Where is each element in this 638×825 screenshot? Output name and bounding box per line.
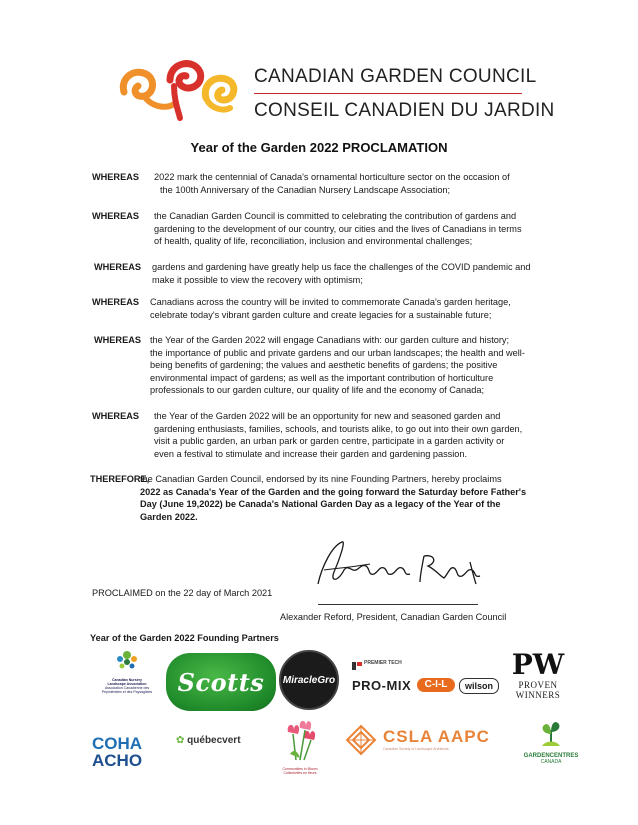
- gc-text: CANADA: [540, 759, 562, 765]
- clause-line: celebrate today's vibrant garden culture and create legacies for a sustainable future;: [150, 309, 492, 320]
- clause-line: the Year of the Garden 2022 will be an opportunity for new and seasoned garden and: [154, 411, 501, 421]
- cnla-logo: [92, 647, 162, 707]
- cdb-text: Collectivités en fleurs: [283, 771, 317, 775]
- scotts-text: Scotts: [177, 667, 265, 697]
- signature-line: [318, 604, 478, 605]
- partners-heading: Year of the Garden 2022 Founding Partners: [90, 633, 279, 643]
- premier-tech-text: PREMIER TECH: [364, 660, 402, 666]
- clause-line: visit a public garden, an urban park or garden centre, participate in a garden activity or: [154, 436, 505, 447]
- proclamation-title: Year of the Garden 2022 PROCLAMATION: [190, 140, 448, 155]
- clause-3: [94, 261, 564, 287]
- clause-therefore: [90, 473, 562, 527]
- promix-text: PRO-MIX: [352, 678, 412, 693]
- clause-1: [92, 171, 562, 197]
- csla-aapc-logo: [345, 722, 495, 762]
- pw-monogram: PW: [511, 648, 565, 681]
- clause-line: even a festival to stimulate and increase their garden and gardening passion.: [154, 448, 468, 459]
- premier-tech-icon: [352, 662, 362, 670]
- proven-winners-logo: [508, 650, 568, 706]
- pw-text: PROVEN: [518, 680, 558, 690]
- coha-logo: [92, 735, 177, 769]
- cnla-text: Landscape Association: [107, 682, 147, 686]
- wilson-text: wilson: [459, 678, 499, 694]
- quebecvert-dot-icon: ✿: [176, 735, 185, 746]
- clause-label: WHEREAS: [94, 262, 141, 272]
- gc-text: GARDENCENTRES: [523, 753, 579, 759]
- clause-line: make it possible to view the recovery with optimism;: [152, 274, 363, 285]
- clause-4: [92, 296, 562, 322]
- clause-line: gardening enthusiasts, families, schools, and tourists alike, to go out into their own garden,: [154, 423, 523, 434]
- org-name-french: CONSEIL CANADIEN DU JARDIN: [254, 100, 555, 121]
- premier-tech-logo: [352, 660, 502, 700]
- garden-council-logo-icon: [118, 50, 246, 122]
- coha-text: COHA: [92, 734, 143, 753]
- clause-line: the Canadian Garden Council is committed to celebrating the contribution of gardens and: [154, 211, 517, 221]
- header-divider: [254, 93, 522, 94]
- csla-diamond-icon: [345, 724, 377, 756]
- clause-line: Canadians across the country will be invited to commemorate Canada's garden heritage,: [150, 297, 511, 307]
- acho-text: ACHO: [92, 751, 143, 770]
- clause-line: environmental impact of gardens; as well as the important contribution of horticulture: [150, 372, 494, 383]
- org-name-english: CANADIAN GARDEN COUNCIL: [254, 66, 537, 87]
- cnla-leaf-icon: [107, 647, 147, 673]
- clause-line: gardens and gardening have greatly help us face the challenges of the COVID pandemic and: [152, 262, 531, 272]
- garden-centres-canada-logo: [518, 720, 584, 768]
- clause-line: 2022 as Canada's Year of the Garden and the going forward the Saturday before Father's: [140, 486, 527, 497]
- clause-2: [92, 210, 562, 250]
- clause-line: of health, quality of life, reconciliation, inclusion and environmental challenges;: [154, 236, 473, 247]
- clause-line: gardening to the development of our country, our cities and the lives of Canadians in terms: [154, 223, 522, 234]
- clause-line: the importance of public and private gardens and our urban landscapes; the health and well-: [150, 347, 525, 358]
- clause-label: THEREFORE,: [90, 474, 150, 484]
- cnla-text: Canadian Nursery: [112, 678, 142, 682]
- quebecvert-logo: [176, 735, 256, 751]
- clause-line: the Canadian Garden Council, endorsed by its nine Founding Partners, hereby proclaims: [140, 474, 502, 484]
- clause-6: [92, 410, 562, 464]
- clause-label: WHEREAS: [92, 211, 139, 221]
- clause-line: the 100th Anniversary of the Canadian Nursery Landscape Association;: [160, 184, 451, 195]
- communities-in-bloom-logo: [268, 718, 332, 780]
- clause-label: WHEREAS: [92, 411, 139, 421]
- clause-line: Garden 2022.: [140, 511, 198, 522]
- cil-text: C-I-L: [417, 678, 455, 692]
- clause-line: being benefits of gardening; the values and aesthetic benefits of gardens; the positive: [150, 360, 498, 371]
- handwritten-signature: [300, 536, 500, 594]
- signer-name: Alexander Reford, President, Canadian Garden Council: [280, 612, 507, 622]
- cnla-text: Association Canadienne des: [104, 686, 150, 690]
- clause-label: WHEREAS: [94, 335, 141, 345]
- sprout-icon: [536, 720, 566, 748]
- clause-label: WHEREAS: [92, 297, 139, 307]
- clause-line: Day (June 19,2022) be Canada's National Garden Day as a legacy of the Year of the: [140, 499, 501, 510]
- clause-5: [94, 334, 564, 400]
- miraclegro-logo: [279, 650, 339, 710]
- csla-text: CSLA AAPC: [383, 727, 490, 746]
- miraclegro-text: MiracleGro: [282, 674, 336, 686]
- quebecvert-text: québecvert: [187, 735, 241, 746]
- csla-subtext: Canadian Society of Landscape Architects: [383, 747, 449, 751]
- clause-line: professionals to our garden culture, our quality of life and the economy of Canada;: [150, 385, 485, 396]
- clause-line: the Year of the Garden 2022 will engage Canadians with: our garden culture and history;: [150, 335, 510, 345]
- clause-line: 2022 mark the centennial of Canada's ornamental horticulture sector on the occasion of: [154, 172, 510, 182]
- clause-label: WHEREAS: [92, 172, 139, 182]
- proclaimed-date: PROCLAIMED on the 22 day of March 2021: [92, 588, 273, 598]
- cdb-text: Communities in Bloom: [282, 767, 318, 771]
- scotts-logo: [166, 653, 276, 711]
- tulip-icon: [278, 718, 322, 762]
- pw-text: WINNERS: [515, 690, 561, 700]
- cnla-text: Pépiniéristes et des Paysagistes: [101, 690, 153, 694]
